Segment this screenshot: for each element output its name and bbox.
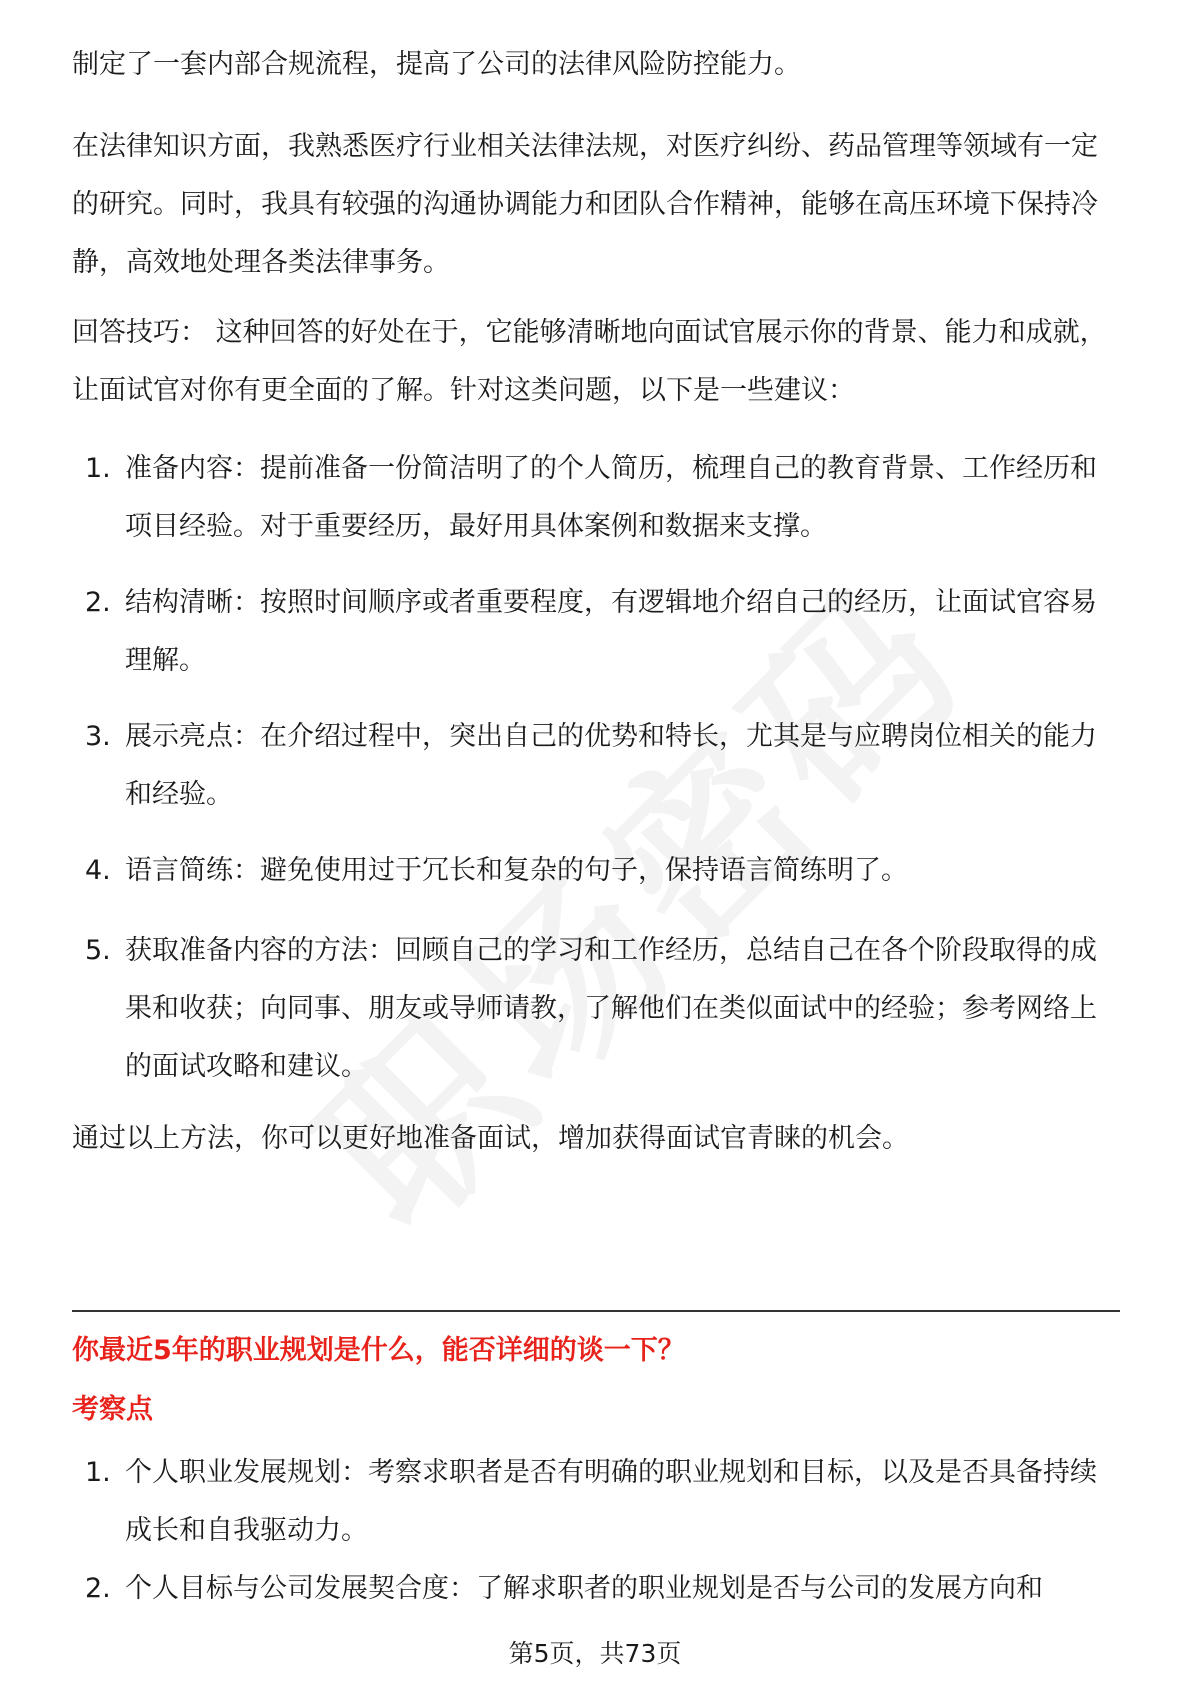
tip-text: 准备内容：提前准备一份简洁明了的个人简历，梳理自己的教育背景、工作经历和项目经验。对于重要经历，最好用具体案例和数据来支撑。 [125, 453, 1097, 542]
tip-number: 1. [85, 453, 111, 484]
closing-paragraph: 通过以上方法，你可以更好地准备面试，增加获得面试官青睐的机会。 [72, 1123, 909, 1154]
inspection-points-heading: 考察点 [72, 1394, 153, 1425]
page-footer: 第5页，共73页 [508, 1639, 682, 1668]
tip-number: 3. [85, 721, 111, 752]
intro-paragraph-1: 制定了一套内部合规流程，提高了公司的法律风险防控能力。 [72, 49, 801, 80]
tip-text: 获取准备内容的方法：回顾自己的学习和工作经历，总结自己在各个阶段取得的成果和收获；向同事、朋友或导师请教，了解他们在类似面试中的经验；参考网络上的面试攻略和建议。 [125, 935, 1097, 1082]
tip-text: 语言简练：避免使用过于冗长和复杂的句子，保持语言简练明了。 [125, 855, 908, 886]
point-number: 2. [85, 1573, 111, 1604]
tip-text: 结构清晰：按照时间顺序或者重要程度，有逻辑地介绍自己的经历，让面试官容易理解。 [125, 587, 1097, 676]
point-text: 个人目标与公司发展契合度：了解求职者的职业规划是否与公司的发展方向和 [125, 1573, 1043, 1604]
point-number: 1. [85, 1457, 111, 1488]
tip-text: 展示亮点：在介绍过程中，突出自己的优势和特长，尤其是与应聘岗位相关的能力和经验。 [125, 721, 1097, 810]
tip-number: 2. [85, 587, 111, 618]
answer-tips-paragraph: 回答技巧： 这种回答的好处在于，它能够清晰地向面试官展示你的背景、能力和成就，让面试官对你有更全面的了解。针对这类问题，以下是一些建议： [72, 317, 1107, 406]
tip-number: 4. [85, 855, 111, 886]
intro-paragraph-2: 在法律知识方面，我熟悉医疗行业相关法律法规，对医疗纠纷、药品管理等领域有一定的研究。同时，我具有较强的沟通协调能力和团队合作精神，能够在高压环境下保持冷静，高效地处理各类法律事务。 [72, 131, 1098, 278]
point-text: 个人职业发展规划：考察求职者是否有明确的职业规划和目标，以及是否具备持续成长和自我驱动力。 [125, 1457, 1097, 1546]
section-divider [72, 1310, 1120, 1312]
tip-number: 5. [85, 935, 111, 966]
question-title: 你最近5年的职业规划是什么，能否详细的谈一下？ [72, 1335, 685, 1366]
